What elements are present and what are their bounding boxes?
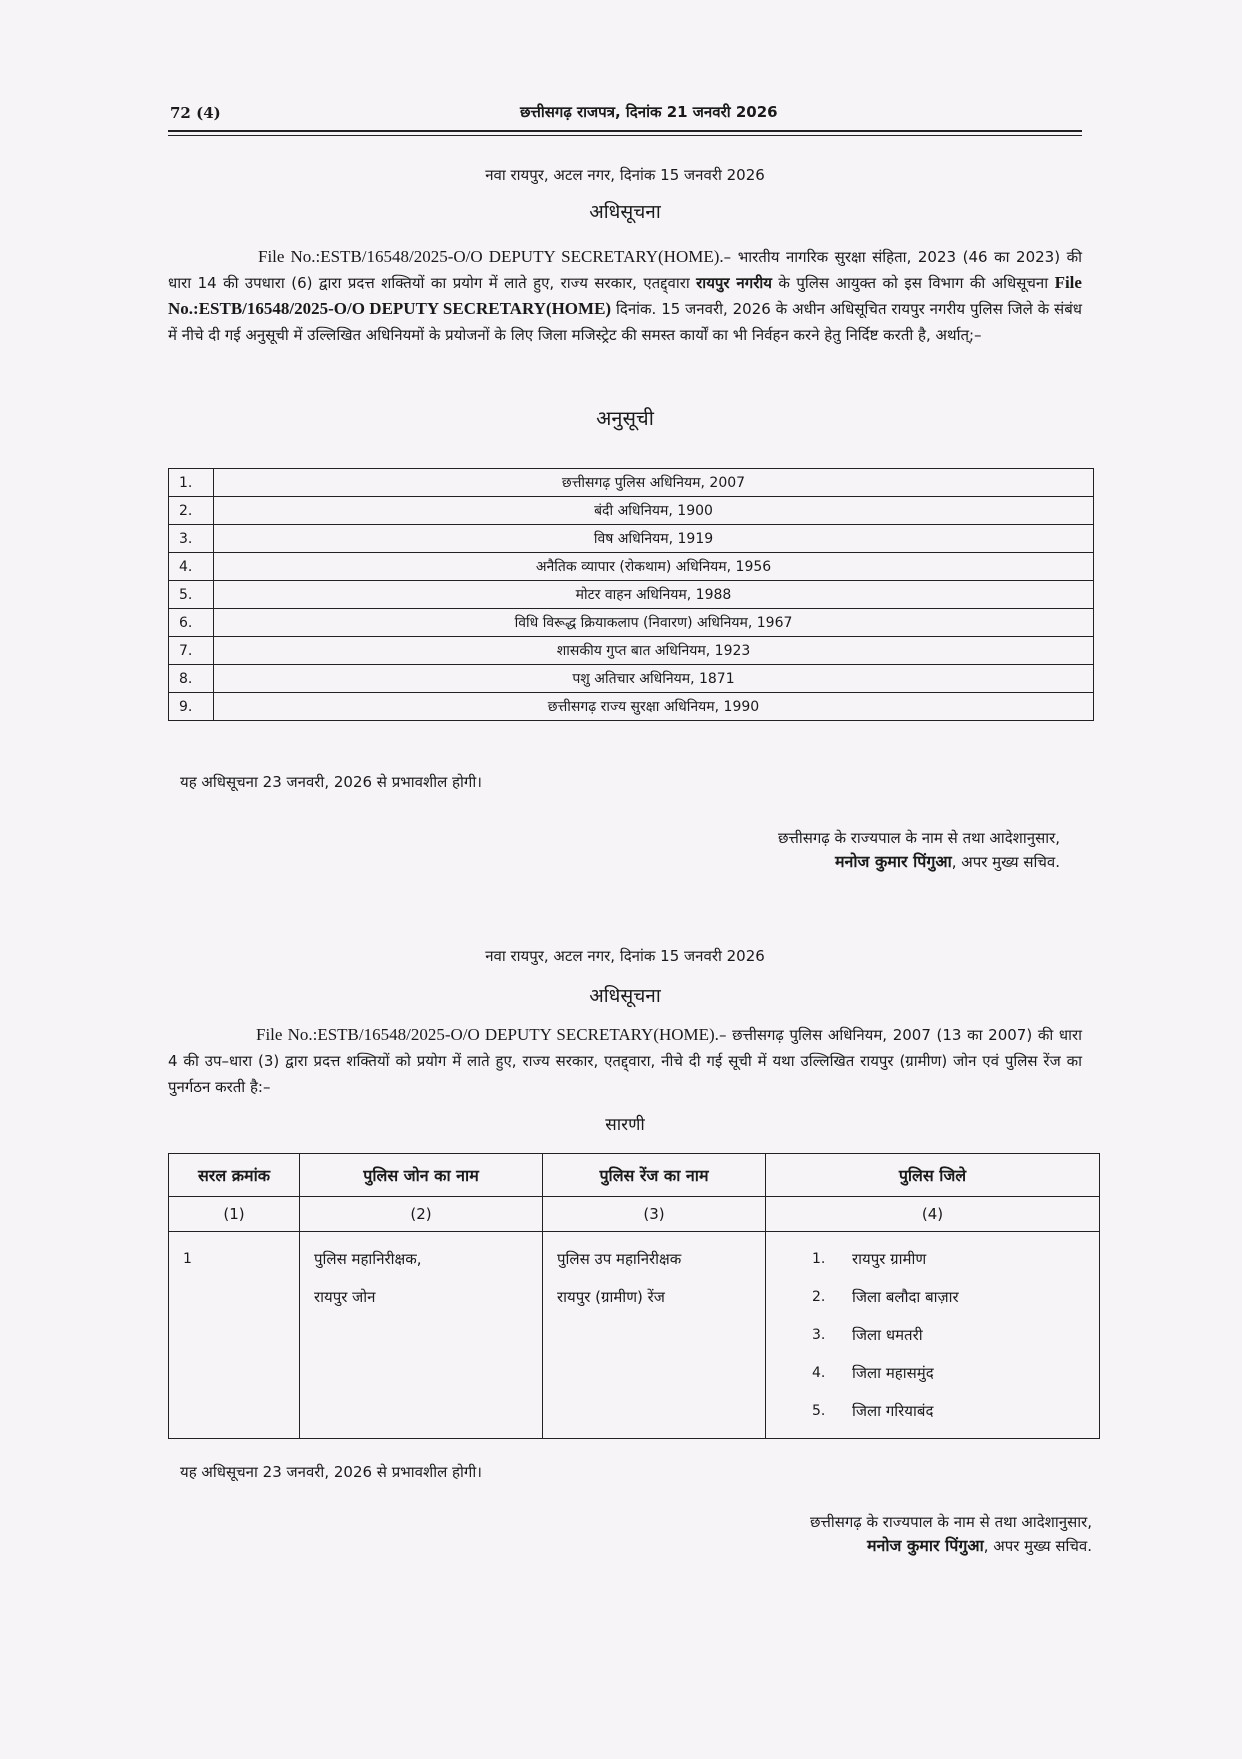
row-range	[543, 1232, 766, 1439]
schedule-row-number: 2.	[169, 497, 214, 525]
notice1-body	[168, 244, 1082, 348]
district-number: 3.	[812, 1327, 826, 1343]
notice1-body-bold-1: रायपुर नगरीय	[696, 274, 772, 292]
notice2-effective: यह अधिसूचना 23 जनवरी, 2026 से प्रभावशील होगी।	[180, 1463, 482, 1481]
header-rule-thin	[168, 135, 1082, 136]
schedule-row-number: 3.	[169, 525, 214, 553]
notice2-sign-line: छत्तीसगढ़ के राज्यपाल के नाम से तथा आदेशानुसार,	[809, 1513, 1092, 1531]
schedule-row-act: अनैतिक व्यापार (रोकथाम) अधिनियम, 1956	[214, 553, 1094, 581]
district-name: जिला गरियाबंद	[852, 1402, 934, 1420]
schedule-row	[169, 637, 1094, 665]
notice1-body-a: – भारतीय नागरिक सुरक्षा संहिता, 2023 (46 का 2023) की धारा 14 की उपधारा (6) द्वारा प्रदत्त शक्तियों का प्रयोग में लाते हुए, राज्य सरकार, एतद्द्वारा	[168, 248, 1082, 292]
notice1-sign-line: छत्तीसगढ़ के राज्यपाल के नाम से तथा आदेशानुसार,	[777, 829, 1060, 847]
zone-table-row	[169, 1232, 1100, 1439]
colno-2: (2)	[300, 1197, 543, 1232]
schedule-row-number: 4.	[169, 553, 214, 581]
schedule-row	[169, 609, 1094, 637]
zone-table-header	[169, 1154, 1100, 1197]
schedule-row-act: छत्तीसगढ़ राज्य सुरक्षा अधिनियम, 1990	[214, 693, 1094, 721]
schedule-row	[169, 553, 1094, 581]
notice1-dateline: नवा रायपुर, अटल नगर, दिनांक 15 जनवरी 2026	[485, 166, 765, 184]
schedule-row-act: विधि विरूद्ध क्रियाकलाप (निवारण) अधिनियम, 1967	[214, 609, 1094, 637]
schedule-row	[169, 581, 1094, 609]
notice2-signature	[560, 1510, 1092, 1558]
notice1-sign-name: मनोज कुमार पिंगुआ	[834, 852, 952, 871]
schedule-row-number: 7.	[169, 637, 214, 665]
schedule-row	[169, 525, 1094, 553]
schedule-row	[169, 497, 1094, 525]
notice2-heading: अधिसूचना	[589, 985, 661, 1007]
notice1-effective: यह अधिसूचना 23 जनवरी, 2026 से प्रभावशील होगी।	[180, 773, 482, 791]
schedule-row-number: 1.	[169, 469, 214, 497]
notice2-body	[168, 1022, 1082, 1100]
schedule-row-act: शासकीय गुप्त बात अधिनियम, 1923	[214, 637, 1094, 665]
table-heading: सारणी	[605, 1115, 645, 1135]
schedule-row-act: मोटर वाहन अधिनियम, 1988	[214, 581, 1094, 609]
row-zone-line1: पुलिस महानिरीक्षक,	[314, 1250, 422, 1268]
schedule-heading: अनुसूची	[596, 406, 654, 430]
notice2-sign-name: मनोज कुमार पिंगुआ	[866, 1536, 984, 1555]
schedule-row-act: विष अधिनियम, 1919	[214, 525, 1094, 553]
schedule-row-act: छत्तीसगढ़ पुलिस अधिनियम, 2007	[214, 469, 1094, 497]
district-item	[812, 1240, 1085, 1278]
header-rule	[168, 130, 1082, 132]
notice2-dateline: नवा रायपुर, अटल नगर, दिनांक 15 जनवरी 2026	[485, 947, 765, 965]
notice2-sign-title: , अपर मुख्य सचिव.	[983, 1537, 1092, 1555]
colno-1: (1)	[169, 1197, 300, 1232]
notice2-body-text: – छत्तीसगढ़ पुलिस अधिनियम, 2007 (13 का 2007) की धारा 4 की उप–धारा (3) द्वारा प्रदत्त शक्तियों को प्रयोग में लाते हुए, राज्य सरकार, एतद्द्वारा, नीचे दी गई सूची में यथा उल्लिखित रायपुर (ग्रामीण) जोन एवं पुलिस रेंज का पुनर्गठन करती है:–	[168, 1026, 1082, 1096]
zone-table-colno-row	[169, 1197, 1100, 1232]
col-serial: सरल क्रमांक	[169, 1154, 300, 1197]
zone-table	[168, 1153, 1100, 1439]
district-name: जिला धमतरी	[852, 1326, 923, 1344]
notice1-body-e: दिनांक. 15 जनवरी, 2026 के अधीन अधिसूचित रायपुर नगरीय पुलिस जिले के संबंध में नीचे दी गई अनुसूची में उल्लिखित अधिनियमों के प्रयोजनों के लिए जिला मजिस्ट्रेट की समस्त कार्यों का भी निर्वहन करने हेतु निर्दिष्ट करती है, अर्थात्;–	[168, 300, 1082, 344]
district-name: रायपुर ग्रामीण	[852, 1250, 927, 1268]
district-item	[812, 1392, 1085, 1430]
schedule-row	[169, 693, 1094, 721]
row-districts	[766, 1232, 1100, 1439]
colno-3: (3)	[543, 1197, 766, 1232]
notice1-heading: अधिसूचना	[589, 201, 661, 223]
schedule-row-number: 8.	[169, 665, 214, 693]
page-number: 72 (4)	[170, 104, 221, 122]
col-districts: पुलिस जिले	[766, 1154, 1100, 1197]
row-zone	[300, 1232, 543, 1439]
colno-4: (4)	[766, 1197, 1100, 1232]
schedule-row-number: 6.	[169, 609, 214, 637]
col-range: पुलिस रेंज का नाम	[543, 1154, 766, 1197]
district-name: जिला महासमुंद	[852, 1364, 934, 1382]
district-name: जिला बलौदा बाज़ार	[852, 1288, 959, 1306]
row-serial: 1	[169, 1232, 300, 1439]
district-item	[812, 1354, 1085, 1392]
district-number: 4.	[812, 1365, 826, 1381]
district-list	[812, 1240, 1085, 1430]
schedule-row-act: बंदी अधिनियम, 1900	[214, 497, 1094, 525]
gazette-title: छत्तीसगढ़ राजपत्र, दिनांक 21 जनवरी 2026	[520, 103, 778, 121]
col-zone: पुलिस जोन का नाम	[300, 1154, 543, 1197]
notice2-file-no: File No.:ESTB/16548/2025-O/O DEPUTY SECRETARY(HOME).	[256, 1025, 719, 1044]
notice1-body-c: के पुलिस आयुक्त को इस विभाग की अधिसूचना	[778, 274, 1049, 292]
notice1-file-no-bold: File No.:ESTB/16548/2025-O/O DEPUTY SECRETARY(HOME)	[168, 273, 1082, 318]
row-range-line2: रायपुर (ग्रामीण) रेंज	[557, 1288, 665, 1306]
schedule-row-act: पशु अतिचार अधिनियम, 1871	[214, 665, 1094, 693]
schedule-row-number: 9.	[169, 693, 214, 721]
notice1-sign-title: , अपर मुख्य सचिव.	[951, 853, 1060, 871]
district-number: 1.	[812, 1251, 826, 1267]
district-item	[812, 1278, 1085, 1316]
notice1-signature	[560, 826, 1060, 874]
schedule-row	[169, 469, 1094, 497]
notice1-file-no: File No.:ESTB/16548/2025-O/O DEPUTY SECRETARY(HOME).	[258, 247, 724, 266]
row-zone-line2: रायपुर जोन	[314, 1288, 376, 1306]
schedule-row	[169, 665, 1094, 693]
district-item	[812, 1316, 1085, 1354]
district-number: 5.	[812, 1403, 826, 1419]
schedule-row-number: 5.	[169, 581, 214, 609]
schedule-table	[168, 468, 1094, 721]
row-range-line1: पुलिस उप महानिरीक्षक	[557, 1250, 682, 1268]
district-number: 2.	[812, 1289, 826, 1305]
